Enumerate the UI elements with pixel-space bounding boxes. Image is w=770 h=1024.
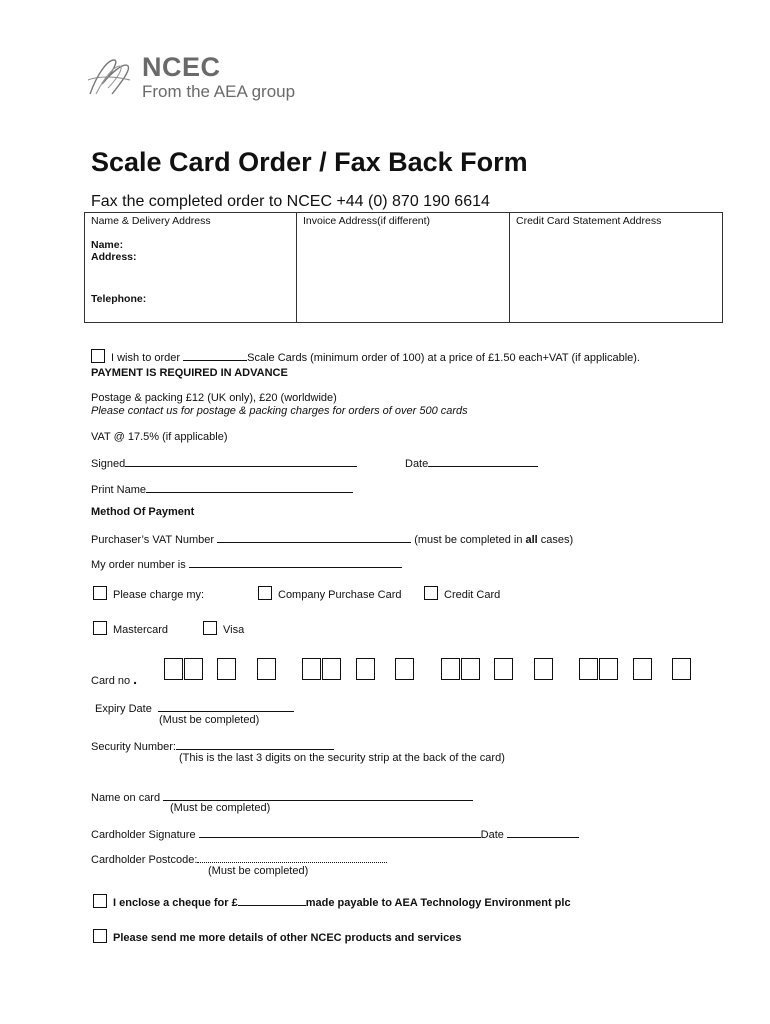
cheque-suffix: made payable to AEA Technology Environment plc [305,897,571,909]
statement-address-cell[interactable] [510,213,723,323]
date-row [405,456,538,470]
credit-card-option [424,586,500,601]
vat-note-post: cases) [537,534,574,546]
vat-number-label: Purchaser’s VAT Number [91,534,215,546]
credit-card-checkbox[interactable] [424,586,438,600]
cardholder-date-label: Date [480,829,504,841]
vat-note-pre: (must be completed in [414,534,526,546]
name-on-card-row [91,790,473,804]
address-table [84,212,723,323]
postage-line: Postage & packing £12 (UK only), £20 (worldwide) [91,392,337,404]
mastercard-label: Mastercard [113,624,169,636]
card-digit[interactable] [302,658,321,680]
credit-card-label: Credit Card [444,589,501,601]
statement-address-header: Credit Card Statement Address [516,215,662,227]
please-charge-option [93,586,204,601]
address-label: Address: [91,251,137,263]
please-charge-label: Please charge my: [113,589,205,601]
delivery-address-header: Name & Delivery Address [91,215,211,227]
name-on-card-note: (Must be completed) [170,802,271,814]
card-digit[interactable] [257,658,276,680]
card-digit[interactable] [579,658,598,680]
order-line [91,349,640,364]
cheque-prefix: I enclose a cheque for £ [113,897,238,909]
card-digit[interactable] [534,658,553,680]
invoice-address-header: Invoice Address(if different) [303,215,431,227]
logo-tagline: From the AEA group [142,82,296,101]
cheque-row [93,894,571,909]
vat-note-bold: all [525,534,538,546]
cardholder-date-field[interactable] [507,827,579,838]
card-digit[interactable] [164,658,183,680]
card-digit[interactable] [217,658,236,680]
card-digit[interactable] [599,658,618,680]
card-digit[interactable] [494,658,513,680]
postcode-note: (Must be completed) [208,865,309,877]
method-heading: Method Of Payment [91,506,195,518]
logo-mark-icon [84,54,134,100]
card-digit[interactable] [461,658,480,680]
name-on-card-label: Name on card [91,792,161,804]
signed-field[interactable] [125,456,357,467]
date-field[interactable] [428,456,538,467]
order-number-row [91,557,402,571]
order-suffix: Scale Cards (minimum order of 100) at a price of £1.50 each+VAT (if applicable). [247,352,640,364]
security-note: (This is the last 3 digits on the security strip at the back of the card) [179,752,505,764]
cardholder-signature-field[interactable] [199,827,481,838]
postcode-row [91,852,387,866]
cardholder-signature-label: Cardholder Signature [91,829,196,841]
visa-option [203,621,244,636]
print-name-label: Print Name [91,484,147,496]
card-digit[interactable] [184,658,203,680]
logo [84,52,344,104]
card-digit[interactable] [441,658,460,680]
more-details-label: Please send me more details of other NCEC products and services [113,932,462,944]
visa-checkbox[interactable] [203,621,217,635]
card-digit[interactable] [633,658,652,680]
postcode-label: Cardholder Postcode: [91,854,198,866]
cheque-checkbox[interactable] [93,894,107,908]
telephone-label: Telephone: [91,293,147,305]
company-card-checkbox[interactable] [258,586,272,600]
postage-note: Please contact us for postage & packing charges for orders of over 500 cards [91,405,468,417]
vat-number-row [91,532,573,546]
card-digit[interactable] [395,658,414,680]
expiry-label: Expiry Date [95,703,152,715]
name-on-card-field[interactable] [163,790,473,801]
vat-number-field[interactable] [217,532,411,543]
security-row [91,739,334,753]
fax-instruction: Fax the completed order to NCEC +44 (0) 870 190 6614 [91,193,490,210]
more-details-row [93,929,461,944]
please-charge-checkbox[interactable] [93,586,107,600]
order-number-label: My order number is [91,559,186,571]
security-field[interactable] [176,739,334,750]
page-title: Scale Card Order / Fax Back Form [91,147,528,177]
date-label: Date [405,458,429,470]
order-prefix: I wish to order [111,352,181,364]
mastercard-checkbox[interactable] [93,621,107,635]
print-name-field[interactable] [146,482,353,493]
card-digit[interactable] [672,658,691,680]
company-card-label: Company Purchase Card [278,589,402,601]
signed-label: Signed [91,458,126,470]
invoice-address-cell[interactable] [297,213,510,323]
logo-brand: NCEC [142,52,221,82]
name-label: Name: [91,239,124,251]
security-label: Security Number: [91,741,176,753]
expiry-note: (Must be completed) [159,714,260,726]
company-card-option [258,586,402,601]
cheque-amount-field[interactable] [238,895,306,906]
vat-rate: VAT @ 17.5% (if applicable) [91,431,228,443]
delivery-address-cell[interactable] [85,213,297,323]
order-quantity-field[interactable] [183,350,247,361]
mastercard-option [93,621,168,636]
expiry-row [95,701,294,715]
print-name-row [91,482,353,496]
postcode-field[interactable] [197,852,387,863]
signed-row [91,456,357,470]
order-number-field[interactable] [189,557,402,568]
visa-label: Visa [223,624,245,636]
order-checkbox[interactable] [91,349,105,363]
payment-advance-note: PAYMENT IS REQUIRED IN ADVANCE [91,367,288,379]
expiry-field[interactable] [158,701,294,712]
cardholder-signature-row [91,827,579,841]
card-digit[interactable] [356,658,375,680]
more-details-checkbox[interactable] [93,929,107,943]
card-digit[interactable] [322,658,341,680]
card-no-label: Card no . [91,671,138,687]
